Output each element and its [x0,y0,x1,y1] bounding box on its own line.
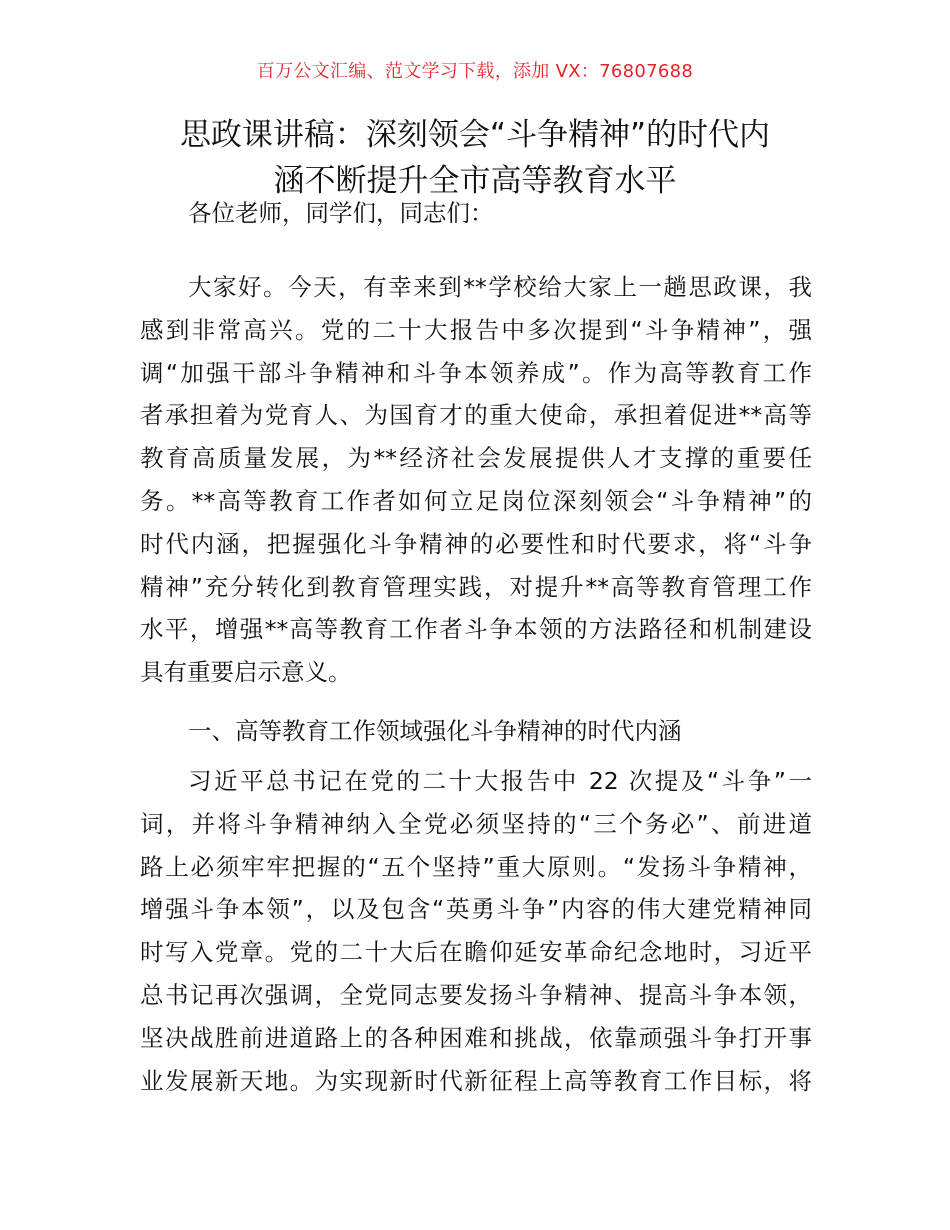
paragraph-line: 总书记再次强调，全党同志要发扬斗争精神、提高斗争本领， [140,980,812,1009]
greeting [140,192,812,235]
title-line: 涵不断提升全市高等教育水平 [273,163,677,199]
section-heading [140,710,812,753]
paragraph-line: 精神”充分转化到教育管理实践，对提升**高等教育管理工作 [140,572,812,601]
paragraph-line: 具有重要启示意义。 [140,658,352,687]
paragraph-line: 增强斗争本领”，以及包含“英勇斗争”内容的伟大建党精神同 [140,895,812,924]
paragraph-line: 者承担着为党育人、为国育才的重大使命，承担着促进**高等 [140,401,812,430]
greeting-text: 各位老师，同学们，同志们： [188,199,494,227]
document-title [130,112,820,204]
paragraph-line: 水平，增强**高等教育工作者斗争本领的方法路径和机制建设 [140,615,812,644]
paragraph-line: 习近平总书记在党的二十大报告中 22 次提及“斗争”一 [188,767,812,795]
paragraph-line: 路上必须牢牢把握的“五个坚持”重大原则。“发扬斗争精神， [140,852,812,881]
paragraph-line: 教育高质量发展，为**经济社会发展提供人才支撑的重要任 [140,444,812,473]
paragraph-line: 词，并将斗争精神纳入全党必须坚持的“三个务必”、前进道 [140,809,812,838]
watermark-banner: 百万公文汇编、范文学习下载，添加 VX：76807688 [256,61,694,82]
paragraph-line: 时写入党章。党的二十大后在瞻仰延安革命纪念地时，习近平 [140,938,812,967]
paragraph-line: 调“加强干部斗争精神和斗争本领养成”。作为高等教育工作 [140,358,812,387]
section-heading-text: 一、高等教育工作领域强化斗争精神的时代内涵 [188,717,682,745]
paragraph-line: 务。**高等教育工作者如何立足岗位深刻领会“斗争精神”的 [140,486,812,515]
paragraph-line: 坚决战胜前进道路上的各种困难和挑战，依靠顽强斗争打开事 [140,1023,812,1052]
title-line: 思政课讲稿：深刻领会“斗争精神”的时代内 [179,117,771,153]
paragraph-line: 业发展新天地。为实现新时代新征程上高等教育工作目标，将 [140,1066,812,1095]
paragraph-line: 感到非常高兴。党的二十大报告中多次提到“斗争精神”，强 [140,315,812,344]
paragraph-line: 大家好。今天，有幸来到**学校给大家上一趟思政课，我 [188,273,812,301]
paragraph-section1 [140,760,812,1102]
paragraph-intro [140,266,812,694]
paragraph-line: 时代内涵，把握强化斗争精神的必要性和时代要求，将“斗争 [140,529,812,558]
